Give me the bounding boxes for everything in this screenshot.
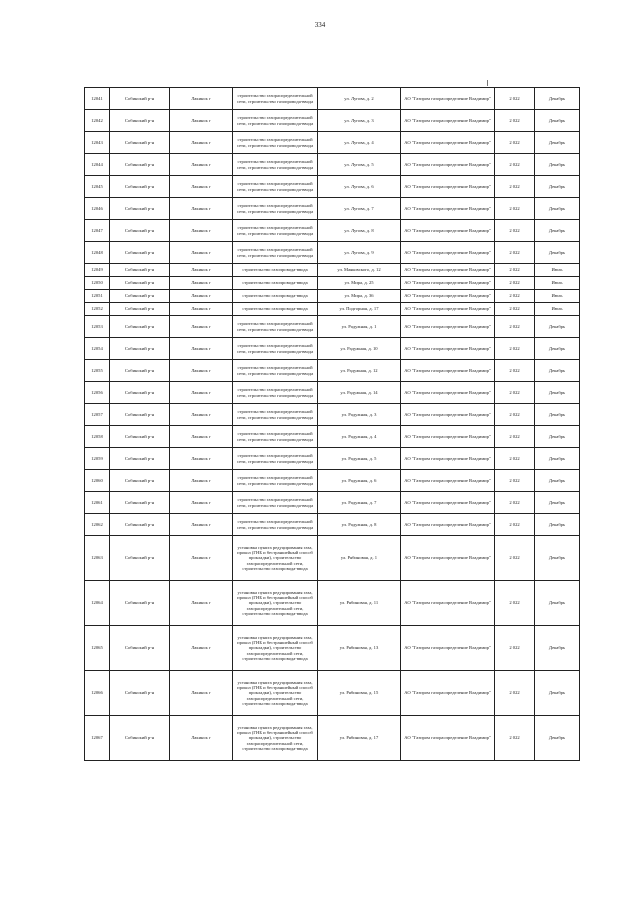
town-cell: Лакинск г	[170, 338, 233, 360]
town-cell: Лакинск г	[170, 426, 233, 448]
table-row	[85, 303, 580, 316]
town-cell: Лакинск г	[170, 404, 233, 426]
district-cell: Собинский р-н	[110, 110, 170, 132]
table-row	[85, 626, 580, 671]
organization-cell: АО "Газпром газораспределение Владимир"	[401, 290, 495, 303]
town-cell: Лакинск г	[170, 220, 233, 242]
address-cell: ул. Радужная, д. 3	[318, 404, 401, 426]
town-cell: Лакинск г	[170, 264, 233, 277]
address-cell: ул. Рябиновая, д. 11	[318, 581, 401, 626]
row-number: 12063	[85, 536, 110, 581]
work-type-cell: строительство газораспределительной сети, строительство газопровода-ввода	[233, 176, 318, 198]
table-row	[85, 220, 580, 242]
work-type-cell: строительство газораспределительной сети, строительство газопровода-ввода	[233, 198, 318, 220]
organization-cell: АО "Газпром газораспределение Владимир"	[401, 382, 495, 404]
table-row	[85, 277, 580, 290]
work-type-cell: установка пункта редуцирования газа, прокол (ГНБ и бестраншейный способ прокладки), строительство газораспределительной сети, строительство газопровода-ввода	[233, 536, 318, 581]
table-row	[85, 264, 580, 277]
organization-cell: АО "Газпром газораспределение Владимир"	[401, 426, 495, 448]
work-type-cell: строительство газораспределительной сети, строительство газопровода-ввода	[233, 338, 318, 360]
district-cell: Собинский р-н	[110, 264, 170, 277]
table-row	[85, 198, 580, 220]
month-cell: Декабрь	[535, 176, 580, 198]
month-cell: Июль	[535, 277, 580, 290]
year-cell: 2 022	[495, 492, 535, 514]
month-cell: Декабрь	[535, 338, 580, 360]
town-cell: Лакинск г	[170, 154, 233, 176]
row-number: 12065	[85, 626, 110, 671]
district-cell: Собинский р-н	[110, 716, 170, 761]
town-cell: Лакинск г	[170, 198, 233, 220]
year-cell: 2 022	[495, 536, 535, 581]
district-cell: Собинский р-н	[110, 404, 170, 426]
work-type-cell: строительство газораспределительной сети, строительство газопровода-ввода	[233, 110, 318, 132]
organization-cell: АО "Газпром газораспределение Владимир"	[401, 448, 495, 470]
row-number: 12058	[85, 426, 110, 448]
work-type-cell: строительство газораспределительной сети, строительство газопровода-ввода	[233, 316, 318, 338]
address-cell: ул. Подгорная, д. 17	[318, 303, 401, 316]
table-row	[85, 290, 580, 303]
town-cell: Лакинск г	[170, 448, 233, 470]
work-type-cell: строительство газораспределительной сети, строительство газопровода-ввода	[233, 360, 318, 382]
town-cell: Лакинск г	[170, 88, 233, 110]
scan-mark	[487, 80, 488, 86]
town-cell: Лакинск г	[170, 132, 233, 154]
month-cell: Декабрь	[535, 581, 580, 626]
month-cell: Декабрь	[535, 404, 580, 426]
month-cell: Декабрь	[535, 360, 580, 382]
organization-cell: АО "Газпром газораспределение Владимир"	[401, 88, 495, 110]
town-cell: Лакинск г	[170, 716, 233, 761]
row-number: 12053	[85, 316, 110, 338]
address-cell: ул. Маяковского, д. 12	[318, 264, 401, 277]
district-cell: Собинский р-н	[110, 220, 170, 242]
month-cell: Июль	[535, 264, 580, 277]
row-number: 12059	[85, 448, 110, 470]
table-row	[85, 470, 580, 492]
organization-cell: АО "Газпром газораспределение Владимир"	[401, 198, 495, 220]
organization-cell: АО "Газпром газораспределение Владимир"	[401, 220, 495, 242]
row-number: 12043	[85, 132, 110, 154]
organization-cell: АО "Газпром газораспределение Владимир"	[401, 404, 495, 426]
district-cell: Собинский р-н	[110, 198, 170, 220]
work-type-cell: строительство газораспределительной сети, строительство газопровода-ввода	[233, 514, 318, 536]
organization-cell: АО "Газпром газораспределение Владимир"	[401, 671, 495, 716]
district-cell: Собинский р-н	[110, 426, 170, 448]
town-cell: Лакинск г	[170, 514, 233, 536]
organization-cell: АО "Газпром газораспределение Владимир"	[401, 132, 495, 154]
year-cell: 2 022	[495, 626, 535, 671]
table-row	[85, 154, 580, 176]
row-number: 12062	[85, 514, 110, 536]
row-number: 12051	[85, 290, 110, 303]
organization-cell: АО "Газпром газораспределение Владимир"	[401, 514, 495, 536]
work-type-cell: строительство газораспределительной сети, строительство газопровода-ввода	[233, 88, 318, 110]
month-cell: Декабрь	[535, 470, 580, 492]
row-number: 12060	[85, 470, 110, 492]
row-number: 12049	[85, 264, 110, 277]
year-cell: 2 022	[495, 671, 535, 716]
table-row	[85, 716, 580, 761]
address-cell: ул. Радужная, д. 14	[318, 382, 401, 404]
town-cell: Лакинск г	[170, 242, 233, 264]
month-cell: Декабрь	[535, 198, 580, 220]
table-row	[85, 242, 580, 264]
address-cell: ул. Лугова, д. 7	[318, 198, 401, 220]
organization-cell: АО "Газпром газораспределение Владимир"	[401, 264, 495, 277]
town-cell: Лакинск г	[170, 671, 233, 716]
town-cell: Лакинск г	[170, 316, 233, 338]
row-number: 12057	[85, 404, 110, 426]
district-cell: Собинский р-н	[110, 88, 170, 110]
town-cell: Лакинск г	[170, 110, 233, 132]
year-cell: 2 022	[495, 220, 535, 242]
table-row	[85, 316, 580, 338]
district-cell: Собинский р-н	[110, 448, 170, 470]
district-cell: Собинский р-н	[110, 382, 170, 404]
page-number: 334	[314, 21, 326, 29]
row-number: 12066	[85, 671, 110, 716]
organization-cell: АО "Газпром газораспределение Владимир"	[401, 316, 495, 338]
town-cell: Лакинск г	[170, 470, 233, 492]
organization-cell: АО "Газпром газораспределение Владимир"	[401, 110, 495, 132]
town-cell: Лакинск г	[170, 303, 233, 316]
work-type-cell: строительство газораспределительной сети, строительство газопровода-ввода	[233, 154, 318, 176]
table-row	[85, 671, 580, 716]
work-type-cell: строительство газопровода-ввода	[233, 264, 318, 277]
month-cell: Декабрь	[535, 492, 580, 514]
organization-cell: АО "Газпром газораспределение Владимир"	[401, 360, 495, 382]
district-cell: Собинский р-н	[110, 277, 170, 290]
work-type-cell: установка пункта редуцирования газа, прокол (ГНБ и бестраншейный способ прокладки), строительство газораспределительной сети, строительство газопровода-ввода	[233, 716, 318, 761]
month-cell: Декабрь	[535, 716, 580, 761]
address-cell: ул. Радужная, д. 10	[318, 338, 401, 360]
month-cell: Июль	[535, 290, 580, 303]
district-cell: Собинский р-н	[110, 492, 170, 514]
table-row	[85, 536, 580, 581]
month-cell: Декабрь	[535, 220, 580, 242]
work-type-cell: установка пункта редуцирования газа, прокол (ГНБ и бестраншейный способ прокладки), строительство газораспределительной сети, строительство газопровода-ввода	[233, 626, 318, 671]
organization-cell: АО "Газпром газораспределение Владимир"	[401, 154, 495, 176]
row-number: 12050	[85, 277, 110, 290]
district-cell: Собинский р-н	[110, 290, 170, 303]
year-cell: 2 022	[495, 448, 535, 470]
district-cell: Собинский р-н	[110, 514, 170, 536]
register-table	[84, 87, 580, 761]
work-type-cell: строительство газораспределительной сети, строительство газопровода-ввода	[233, 382, 318, 404]
address-cell: ул. Рябиновая, д. 13	[318, 626, 401, 671]
work-type-cell: строительство газораспределительной сети, строительство газопровода-ввода	[233, 492, 318, 514]
row-number: 12046	[85, 198, 110, 220]
month-cell: Декабрь	[535, 88, 580, 110]
work-type-cell: строительство газораспределительной сети, строительство газопровода-ввода	[233, 448, 318, 470]
year-cell: 2 022	[495, 716, 535, 761]
address-cell: ул. Лугова, д. 4	[318, 132, 401, 154]
month-cell: Декабрь	[535, 671, 580, 716]
table-row	[85, 448, 580, 470]
work-type-cell: установка пункта редуцирования газа, прокол (ГНБ и бестраншейный способ прокладки), строительство газораспределительной сети, строительство газопровода-ввода	[233, 671, 318, 716]
row-number: 12042	[85, 110, 110, 132]
year-cell: 2 022	[495, 176, 535, 198]
district-cell: Собинский р-н	[110, 360, 170, 382]
address-cell: ул. Лугова, д. 9	[318, 242, 401, 264]
month-cell: Декабрь	[535, 316, 580, 338]
table-row	[85, 88, 580, 110]
address-cell: ул. Мира, д. 36	[318, 290, 401, 303]
district-cell: Собинский р-н	[110, 338, 170, 360]
organization-cell: АО "Газпром газораспределение Владимир"	[401, 303, 495, 316]
work-type-cell: строительство газораспределительной сети, строительство газопровода-ввода	[233, 426, 318, 448]
address-cell: ул. Мира, д. 25	[318, 277, 401, 290]
row-number: 12054	[85, 338, 110, 360]
organization-cell: АО "Газпром газораспределение Владимир"	[401, 338, 495, 360]
organization-cell: АО "Газпром газораспределение Владимир"	[401, 536, 495, 581]
year-cell: 2 022	[495, 316, 535, 338]
district-cell: Собинский р-н	[110, 154, 170, 176]
address-cell: ул. Рябиновая, д. 15	[318, 671, 401, 716]
address-cell: ул. Радужная, д. 8	[318, 514, 401, 536]
district-cell: Собинский р-н	[110, 303, 170, 316]
year-cell: 2 022	[495, 88, 535, 110]
organization-cell: АО "Газпром газораспределение Владимир"	[401, 242, 495, 264]
year-cell: 2 022	[495, 303, 535, 316]
town-cell: Лакинск г	[170, 536, 233, 581]
district-cell: Собинский р-н	[110, 671, 170, 716]
district-cell: Собинский р-н	[110, 581, 170, 626]
town-cell: Лакинск г	[170, 360, 233, 382]
table-row	[85, 132, 580, 154]
row-number: 12064	[85, 581, 110, 626]
month-cell: Декабрь	[535, 154, 580, 176]
district-cell: Собинский р-н	[110, 316, 170, 338]
district-cell: Собинский р-н	[110, 132, 170, 154]
month-cell: Декабрь	[535, 132, 580, 154]
row-number: 12056	[85, 382, 110, 404]
table-row	[85, 176, 580, 198]
month-cell: Декабрь	[535, 536, 580, 581]
row-number: 12061	[85, 492, 110, 514]
year-cell: 2 022	[495, 514, 535, 536]
year-cell: 2 022	[495, 110, 535, 132]
year-cell: 2 022	[495, 277, 535, 290]
town-cell: Лакинск г	[170, 581, 233, 626]
address-cell: ул. Радужная, д. 1	[318, 316, 401, 338]
address-cell: ул. Радужная, д. 4	[318, 426, 401, 448]
town-cell: Лакинск г	[170, 290, 233, 303]
row-number: 12045	[85, 176, 110, 198]
row-number: 12048	[85, 242, 110, 264]
year-cell: 2 022	[495, 426, 535, 448]
year-cell: 2 022	[495, 382, 535, 404]
year-cell: 2 022	[495, 470, 535, 492]
table-row	[85, 426, 580, 448]
work-type-cell: строительство газораспределительной сети, строительство газопровода-ввода	[233, 404, 318, 426]
town-cell: Лакинск г	[170, 176, 233, 198]
table-row	[85, 581, 580, 626]
year-cell: 2 022	[495, 290, 535, 303]
work-type-cell: строительство газораспределительной сети, строительство газопровода-ввода	[233, 242, 318, 264]
table-row	[85, 338, 580, 360]
year-cell: 2 022	[495, 154, 535, 176]
month-cell: Декабрь	[535, 626, 580, 671]
year-cell: 2 022	[495, 132, 535, 154]
row-number: 12041	[85, 88, 110, 110]
row-number: 12067	[85, 716, 110, 761]
district-cell: Собинский р-н	[110, 536, 170, 581]
town-cell: Лакинск г	[170, 277, 233, 290]
address-cell: ул. Радужная, д. 5	[318, 448, 401, 470]
year-cell: 2 022	[495, 581, 535, 626]
district-cell: Собинский р-н	[110, 176, 170, 198]
table-row	[85, 382, 580, 404]
year-cell: 2 022	[495, 198, 535, 220]
year-cell: 2 022	[495, 360, 535, 382]
town-cell: Лакинск г	[170, 492, 233, 514]
address-cell: ул. Рябиновая, д. 1	[318, 536, 401, 581]
work-type-cell: строительство газопровода-ввода	[233, 290, 318, 303]
address-cell: ул. Лугова, д. 5	[318, 154, 401, 176]
organization-cell: АО "Газпром газораспределение Владимир"	[401, 277, 495, 290]
town-cell: Лакинск г	[170, 626, 233, 671]
year-cell: 2 022	[495, 242, 535, 264]
year-cell: 2 022	[495, 404, 535, 426]
work-type-cell: строительство газопровода-ввода	[233, 277, 318, 290]
row-number: 12047	[85, 220, 110, 242]
work-type-cell: строительство газопровода-ввода	[233, 303, 318, 316]
month-cell: Декабрь	[535, 448, 580, 470]
work-type-cell: строительство газораспределительной сети, строительство газопровода-ввода	[233, 470, 318, 492]
address-cell: ул. Радужная, д. 12	[318, 360, 401, 382]
address-cell: ул. Радужная, д. 6	[318, 470, 401, 492]
table-row	[85, 492, 580, 514]
month-cell: Декабрь	[535, 426, 580, 448]
month-cell: Декабрь	[535, 514, 580, 536]
work-type-cell: строительство газораспределительной сети, строительство газопровода-ввода	[233, 220, 318, 242]
row-number: 12044	[85, 154, 110, 176]
month-cell: Декабрь	[535, 242, 580, 264]
table-row	[85, 404, 580, 426]
row-number: 12052	[85, 303, 110, 316]
address-cell: ул. Лугова, д. 2	[318, 88, 401, 110]
address-cell: ул. Радужная, д. 7	[318, 492, 401, 514]
month-cell: Декабрь	[535, 382, 580, 404]
table-row	[85, 360, 580, 382]
organization-cell: АО "Газпром газораспределение Владимир"	[401, 492, 495, 514]
organization-cell: АО "Газпром газораспределение Владимир"	[401, 470, 495, 492]
organization-cell: АО "Газпром газораспределение Владимир"	[401, 176, 495, 198]
town-cell: Лакинск г	[170, 382, 233, 404]
month-cell: Июль	[535, 303, 580, 316]
address-cell: ул. Рябиновая, д. 17	[318, 716, 401, 761]
work-type-cell: строительство газораспределительной сети, строительство газопровода-ввода	[233, 132, 318, 154]
address-cell: ул. Лугова, д. 6	[318, 176, 401, 198]
year-cell: 2 022	[495, 264, 535, 277]
address-cell: ул. Лугова, д. 3	[318, 110, 401, 132]
month-cell: Декабрь	[535, 110, 580, 132]
organization-cell: АО "Газпром газораспределение Владимир"	[401, 626, 495, 671]
year-cell: 2 022	[495, 338, 535, 360]
work-type-cell: установка пункта редуцирования газа, прокол (ГНБ и бестраншейный способ прокладки), строительство газораспределительной сети, строительство газопровода-ввода	[233, 581, 318, 626]
table-row	[85, 110, 580, 132]
district-cell: Собинский р-н	[110, 626, 170, 671]
district-cell: Собинский р-н	[110, 242, 170, 264]
organization-cell: АО "Газпром газораспределение Владимир"	[401, 716, 495, 761]
organization-cell: АО "Газпром газораспределение Владимир"	[401, 581, 495, 626]
address-cell: ул. Лугова, д. 8	[318, 220, 401, 242]
table-body	[85, 88, 580, 761]
table-row	[85, 514, 580, 536]
district-cell: Собинский р-н	[110, 470, 170, 492]
row-number: 12055	[85, 360, 110, 382]
